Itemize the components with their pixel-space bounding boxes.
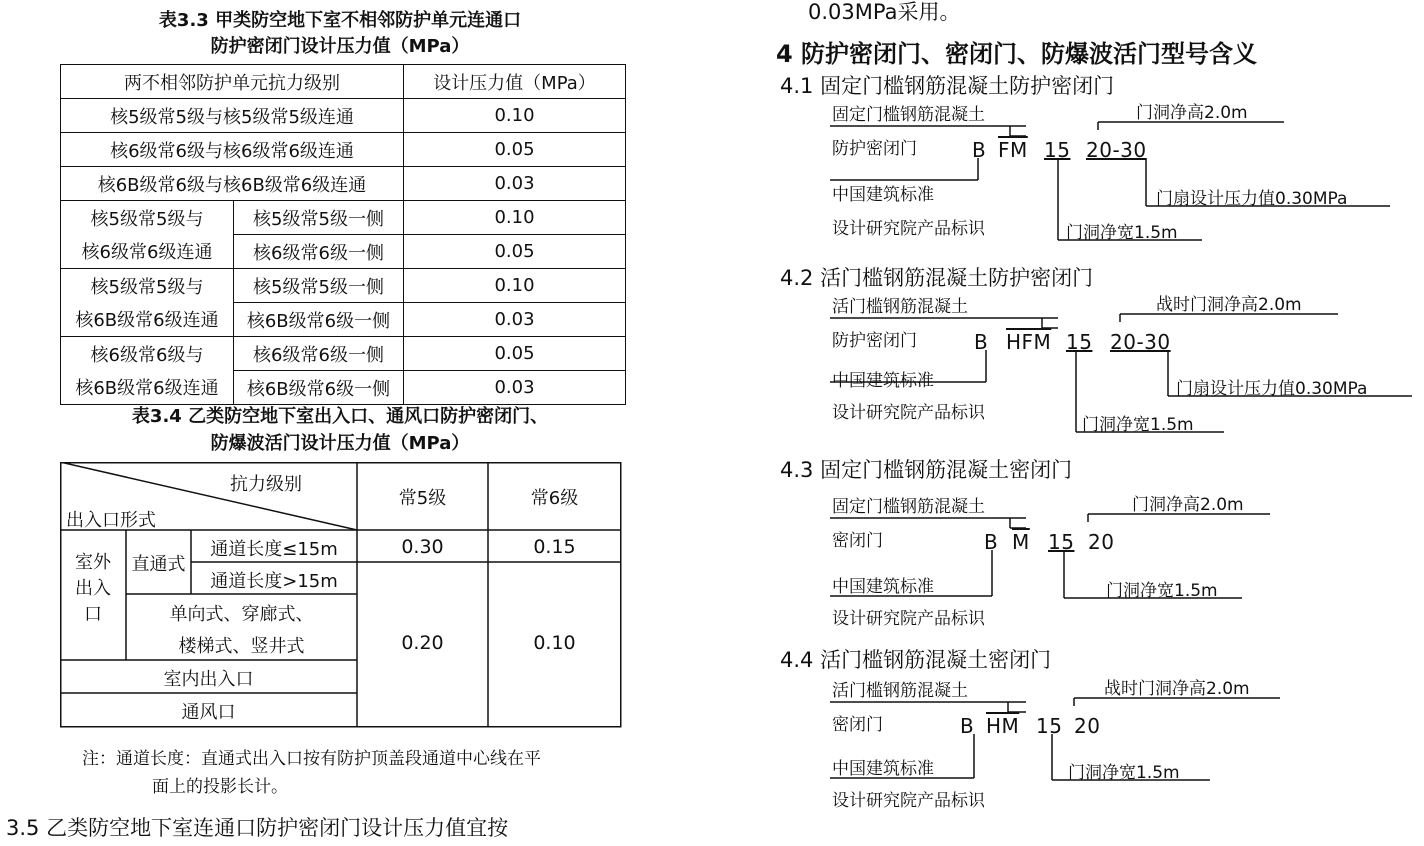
product-name-line1: 活门槛钢筋混凝土: [832, 681, 968, 701]
org-line2: 设计研究院产品标识: [832, 609, 985, 629]
org-line1: 中国建筑标准: [832, 185, 934, 205]
diag-header-top: 抗力级别: [230, 474, 302, 495]
group-value: 0.10: [404, 201, 626, 235]
product-name-line1: 固定门槛钢筋混凝土: [832, 497, 985, 517]
width-label: 门洞净宽1.5m: [1066, 223, 1178, 243]
vent-opening: 通风口: [181, 702, 236, 723]
table-3-3-header-level: 两不相邻防护单元抗力级别: [61, 65, 404, 99]
code-b: B: [984, 530, 999, 554]
code-type: $\overline{HM}$: [986, 714, 1020, 738]
product-name-line1: 活门槛钢筋混凝土: [832, 297, 968, 317]
table-row-value: 0.05: [404, 133, 626, 167]
product-name-line2: 密闭门: [832, 715, 883, 735]
value-rest-6: 0.10: [533, 632, 576, 654]
value-le-6: 0.15: [533, 536, 576, 558]
width-label: 门洞净宽1.5m: [1068, 763, 1180, 783]
model-diagram-4-4: [830, 676, 1420, 826]
model-diagram-4-2: [830, 292, 1420, 442]
code-height-pressure: 20-30: [1086, 138, 1147, 162]
code-type: $\overline{FM}$: [998, 138, 1028, 162]
org-line1: 中国建筑标准: [832, 371, 934, 391]
pressure-label: 门扇设计压力值0.30MPa: [1176, 379, 1368, 399]
code-width: 15: [1044, 138, 1071, 162]
group-side: 核6级常6级一侧: [234, 337, 404, 371]
group-value: 0.03: [404, 303, 626, 337]
code-width: 15: [1066, 330, 1093, 354]
width-label: 门洞净宽1.5m: [1082, 415, 1194, 435]
height-label: 战时门洞净高2.0m: [1104, 679, 1250, 699]
code-b: B: [974, 330, 989, 354]
org-line1: 中国建筑标准: [832, 577, 934, 597]
one-way-line2: 楼梯式、竖井式: [178, 636, 305, 657]
width-label: 门洞净宽1.5m: [1106, 581, 1218, 601]
group-side: 核5级常5级一侧: [234, 269, 404, 303]
code-b: B: [960, 714, 975, 738]
code-width: 15: [1036, 714, 1063, 738]
table-3-3-header-value: 设计压力值（MPa）: [404, 65, 626, 99]
group-side: 核6B级常6级一侧: [234, 371, 404, 405]
diag-header-bottom: 出入口形式: [66, 510, 156, 531]
col-header-5: 常5级: [398, 488, 447, 509]
code-height-pressure: 20-30: [1110, 330, 1171, 354]
org-line2: 设计研究院产品标识: [832, 403, 985, 423]
height-label: 门洞净高2.0m: [1136, 103, 1248, 123]
org-line2: 设计研究院产品标识: [832, 791, 985, 811]
table-3-3-caption-line1: 表3.3 甲类防空地下室不相邻防护单元连通口: [158, 10, 522, 31]
height-label: 门洞净高2.0m: [1132, 495, 1244, 515]
group-label-line1: 核6级常6级与: [61, 337, 234, 371]
group-side: 核5级常5级一侧: [234, 201, 404, 235]
diagram-title: 4.3 固定门槛钢筋混凝土密闭门: [780, 458, 1073, 482]
org-line2: 设计研究院产品标识: [832, 219, 985, 239]
diagram-title: 4.4 活门槛钢筋混凝土密闭门: [780, 648, 1052, 672]
straight-type: 直通式: [131, 554, 186, 575]
group-label-line2: 核6B级常6级连通: [61, 371, 234, 405]
diagram-title: 4.1 固定门槛钢筋混凝土防护密闭门: [780, 74, 1115, 98]
value-rest-5: 0.20: [401, 632, 444, 654]
model-diagram-4-3: [830, 492, 1420, 642]
group-label-line1: 核5级常5级与: [61, 269, 234, 303]
table-3-3-caption-line2: 防护密闭门设计压力值（MPa）: [210, 36, 470, 57]
group-value: 0.03: [404, 371, 626, 405]
section-3-5: 3.5 乙类防空地下室连通口防护密闭门设计压力值宜按: [6, 816, 509, 840]
code-height: 20: [1088, 530, 1115, 554]
group-label-line2: 核6级常6级连通: [61, 235, 234, 269]
note-line1: 注：通道长度：直通式出入口按有防护顶盖段通道中心线在平: [82, 749, 541, 769]
top-fragment: 0.03MPa采用。: [808, 0, 961, 24]
outdoor-entrance: 室外出入口: [75, 552, 111, 625]
table-3-4: [60, 462, 630, 730]
indoor-entrance: 室内出入口: [163, 669, 254, 690]
group-side: 核6级常6级一侧: [234, 235, 404, 269]
group-label-line2: 核6B级常6级连通: [61, 303, 234, 337]
product-name-line2: 防护密闭门: [832, 139, 917, 159]
code-b: B: [972, 138, 987, 162]
product-name-line1: 固定门槛钢筋混凝土: [832, 105, 985, 125]
table-3-4-caption-line1: 表3.4 乙类防空地下室出入口、通风口防护密闭门、: [131, 406, 549, 427]
group-label-line1: 核5级常5级与: [61, 201, 234, 235]
code-type: $\overline{M}$: [1012, 530, 1030, 554]
group-side: 核6B级常6级一侧: [234, 303, 404, 337]
length-le-15m: 通道长度≤15m: [210, 539, 338, 560]
table-row-value: 0.03: [404, 167, 626, 201]
group-value: 0.05: [404, 235, 626, 269]
model-diagram-4-1: [830, 100, 1420, 250]
table-3-3: [60, 64, 626, 405]
org-line1: 中国建筑标准: [832, 759, 934, 779]
code-width: 15: [1048, 530, 1075, 554]
length-gt-15m: 通道长度>15m: [210, 571, 338, 592]
product-name-line2: 防护密闭门: [832, 331, 917, 351]
table-row-value: 0.10: [404, 99, 626, 133]
table-row-label: 核6级常6级与核6级常6级连通: [61, 133, 404, 167]
col-header-6: 常6级: [530, 488, 579, 509]
pressure-label: 门扇设计压力值0.30MPa: [1156, 189, 1348, 209]
note-line2: 面上的投影长计。: [152, 777, 288, 797]
code-type: $\overline{HFM}$: [1006, 330, 1052, 354]
code-height: 20: [1074, 714, 1101, 738]
diagram-title: 4.2 活门槛钢筋混凝土防护密闭门: [780, 266, 1094, 290]
table-row-label: 核5级常5级与核5级常5级连通: [61, 99, 404, 133]
one-way-line1: 单向式、穿廊式、: [169, 604, 314, 625]
table-3-4-caption-line2: 防爆波活门设计压力值（MPa）: [210, 433, 470, 454]
table-row-label: 核6B级常6级与核6B级常6级连通: [61, 167, 404, 201]
heading-4: 4 防护密闭门、密闭门、防爆波活门型号含义: [776, 40, 1258, 68]
height-label: 战时门洞净高2.0m: [1156, 295, 1302, 315]
product-name-line2: 密闭门: [832, 531, 883, 551]
group-value: 0.10: [404, 269, 626, 303]
group-value: 0.05: [404, 337, 626, 371]
value-le-5: 0.30: [401, 536, 444, 558]
